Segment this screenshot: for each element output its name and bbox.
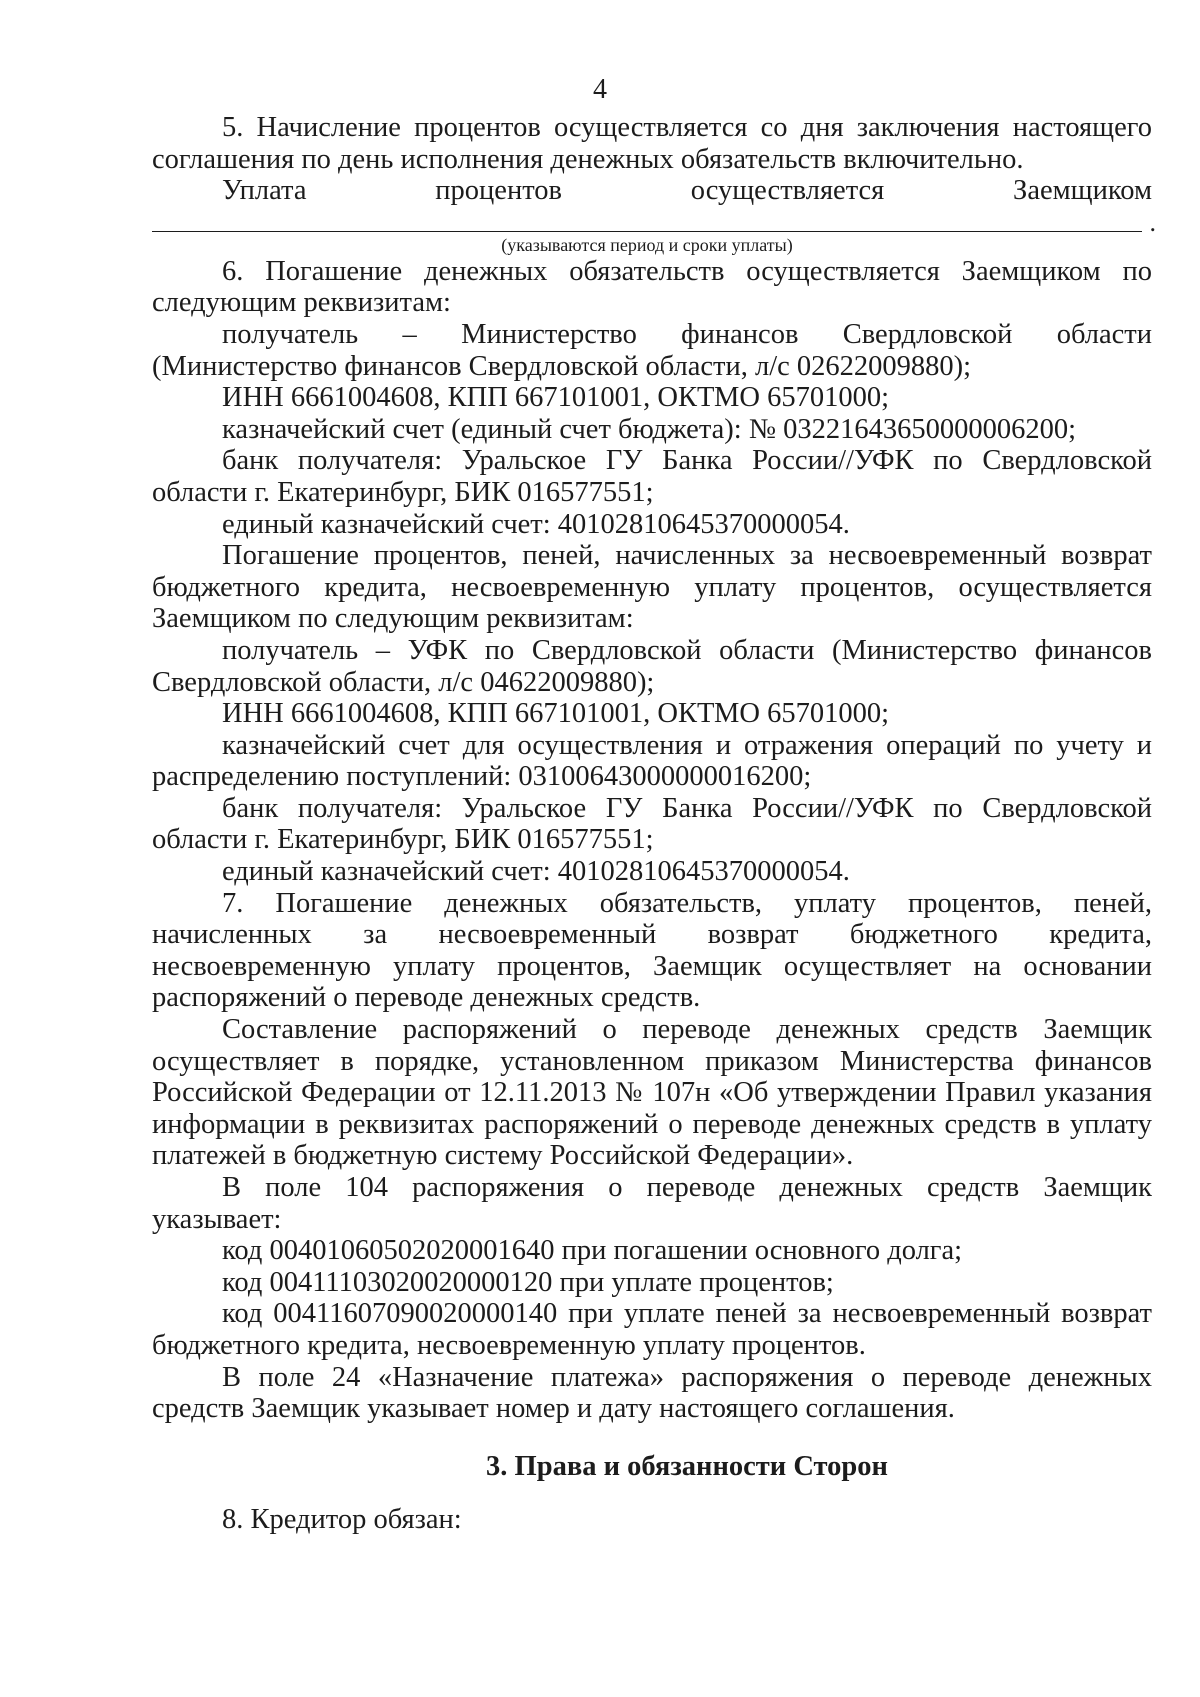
requisites-2-bank: банк получателя: Уральское ГУ Банка России//УФК по Свердловской области г. Екатеринбург, БИК 016577551; bbox=[152, 792, 1152, 856]
paragraph-7-field-104: В поле 104 распоряжения о переводе денежных средств Заемщик указывает: bbox=[152, 1172, 1152, 1235]
fill-in-hint: (указываются период и сроки уплаты) bbox=[501, 234, 793, 255]
requisites-2-recipient: получатель – УФК по Свердловской области (Министерство финансов Свердловской области, л/с 04622009880); bbox=[152, 634, 1152, 698]
fill-in-line: . bbox=[152, 211, 1142, 232]
requisites-1-recipient: получатель – Министерство финансов Свердловской области (Министерство финансов Свердловской области, л/с 02622009880); bbox=[152, 318, 1152, 382]
document-body bbox=[152, 112, 1156, 1536]
paragraph-7-orders: Составление распоряжений о переводе денежных средств Заемщик осуществляет в порядке, установленном приказом Министерства финансов Российской Федерации от 12.11.2013 № 107н «Об утверждении Правил указания информации в реквизитах распоряжений о переводе денежных средств в уплату платежей в бюджетную систему Российской Федерации». bbox=[152, 1014, 1152, 1172]
code-principal: код 00401060502020001640 при погашении основного долга; bbox=[222, 1235, 963, 1267]
requisites-1-single-account: единый казначейский счет: 40102810645370000054. bbox=[222, 508, 850, 540]
requisites-2-inn: ИНН 6661004608, КПП 667101001, ОКТМО 65701000; bbox=[222, 698, 890, 730]
paragraph-7: 7. Погашение денежных обязательств, уплату процентов, пеней, начисленных за несвоевременный возврат бюджетного кредита, несвоевременную уплату процентов, Заемщик осуществляет на основании распоряжений о переводе денежных средств. bbox=[152, 887, 1152, 1014]
requisites-1-bank: банк получателя: Уральское ГУ Банка России//УФК по Свердловской области г. Екатеринбург, БИК 016577551; bbox=[152, 445, 1152, 508]
requisites-1-account: казначейский счет (единый счет бюджета): № 03221643650000006200; bbox=[222, 413, 1077, 445]
code-penalties: код 00411607090020000140 при уплате пеней за несвоевременный возврат бюджетного кредита, несвоевременную уплату процентов. bbox=[152, 1298, 1152, 1361]
page-number: 4 bbox=[593, 74, 607, 105]
requisites-2-account: казначейский счет для осуществления и отражения операций по учету и распределению поступлений: 03100643000000016200; bbox=[152, 729, 1152, 793]
section-3-title: 3. Права и обязанности Сторон bbox=[486, 1450, 888, 1482]
paragraph-5: 5. Начисление процентов осуществляется со дня заключения настоящего соглашения по день исполнения денежных обязательств включительно. bbox=[152, 112, 1152, 175]
paragraph-6: 6. Погашение денежных обязательств осуществляется Заемщиком по следующим реквизитам: bbox=[152, 255, 1152, 319]
requisites-2-single-account: единый казначейский счет: 40102810645370000054. bbox=[222, 856, 850, 888]
paragraph-8: 8. Кредитор обязан: bbox=[222, 1504, 462, 1536]
paragraph-5-payment: Уплата процентов осуществляется Заемщиком bbox=[222, 175, 1152, 207]
paragraph-7-field-24: В поле 24 «Назначение платежа» распоряжения о переводе денежных средств Заемщик указывает номер и дату настоящего соглашения. bbox=[152, 1361, 1152, 1425]
paragraph-6-interest: Погашение процентов, пеней, начисленных за несвоевременный возврат бюджетного кредита, несвоевременную уплату процентов, осуществляется Заемщиком по следующим реквизитам: bbox=[152, 540, 1152, 635]
requisites-1-inn: ИНН 6661004608, КПП 667101001, ОКТМО 65701000; bbox=[222, 382, 890, 414]
code-interest: код 00411103020020000120 при уплате процентов; bbox=[222, 1266, 834, 1298]
